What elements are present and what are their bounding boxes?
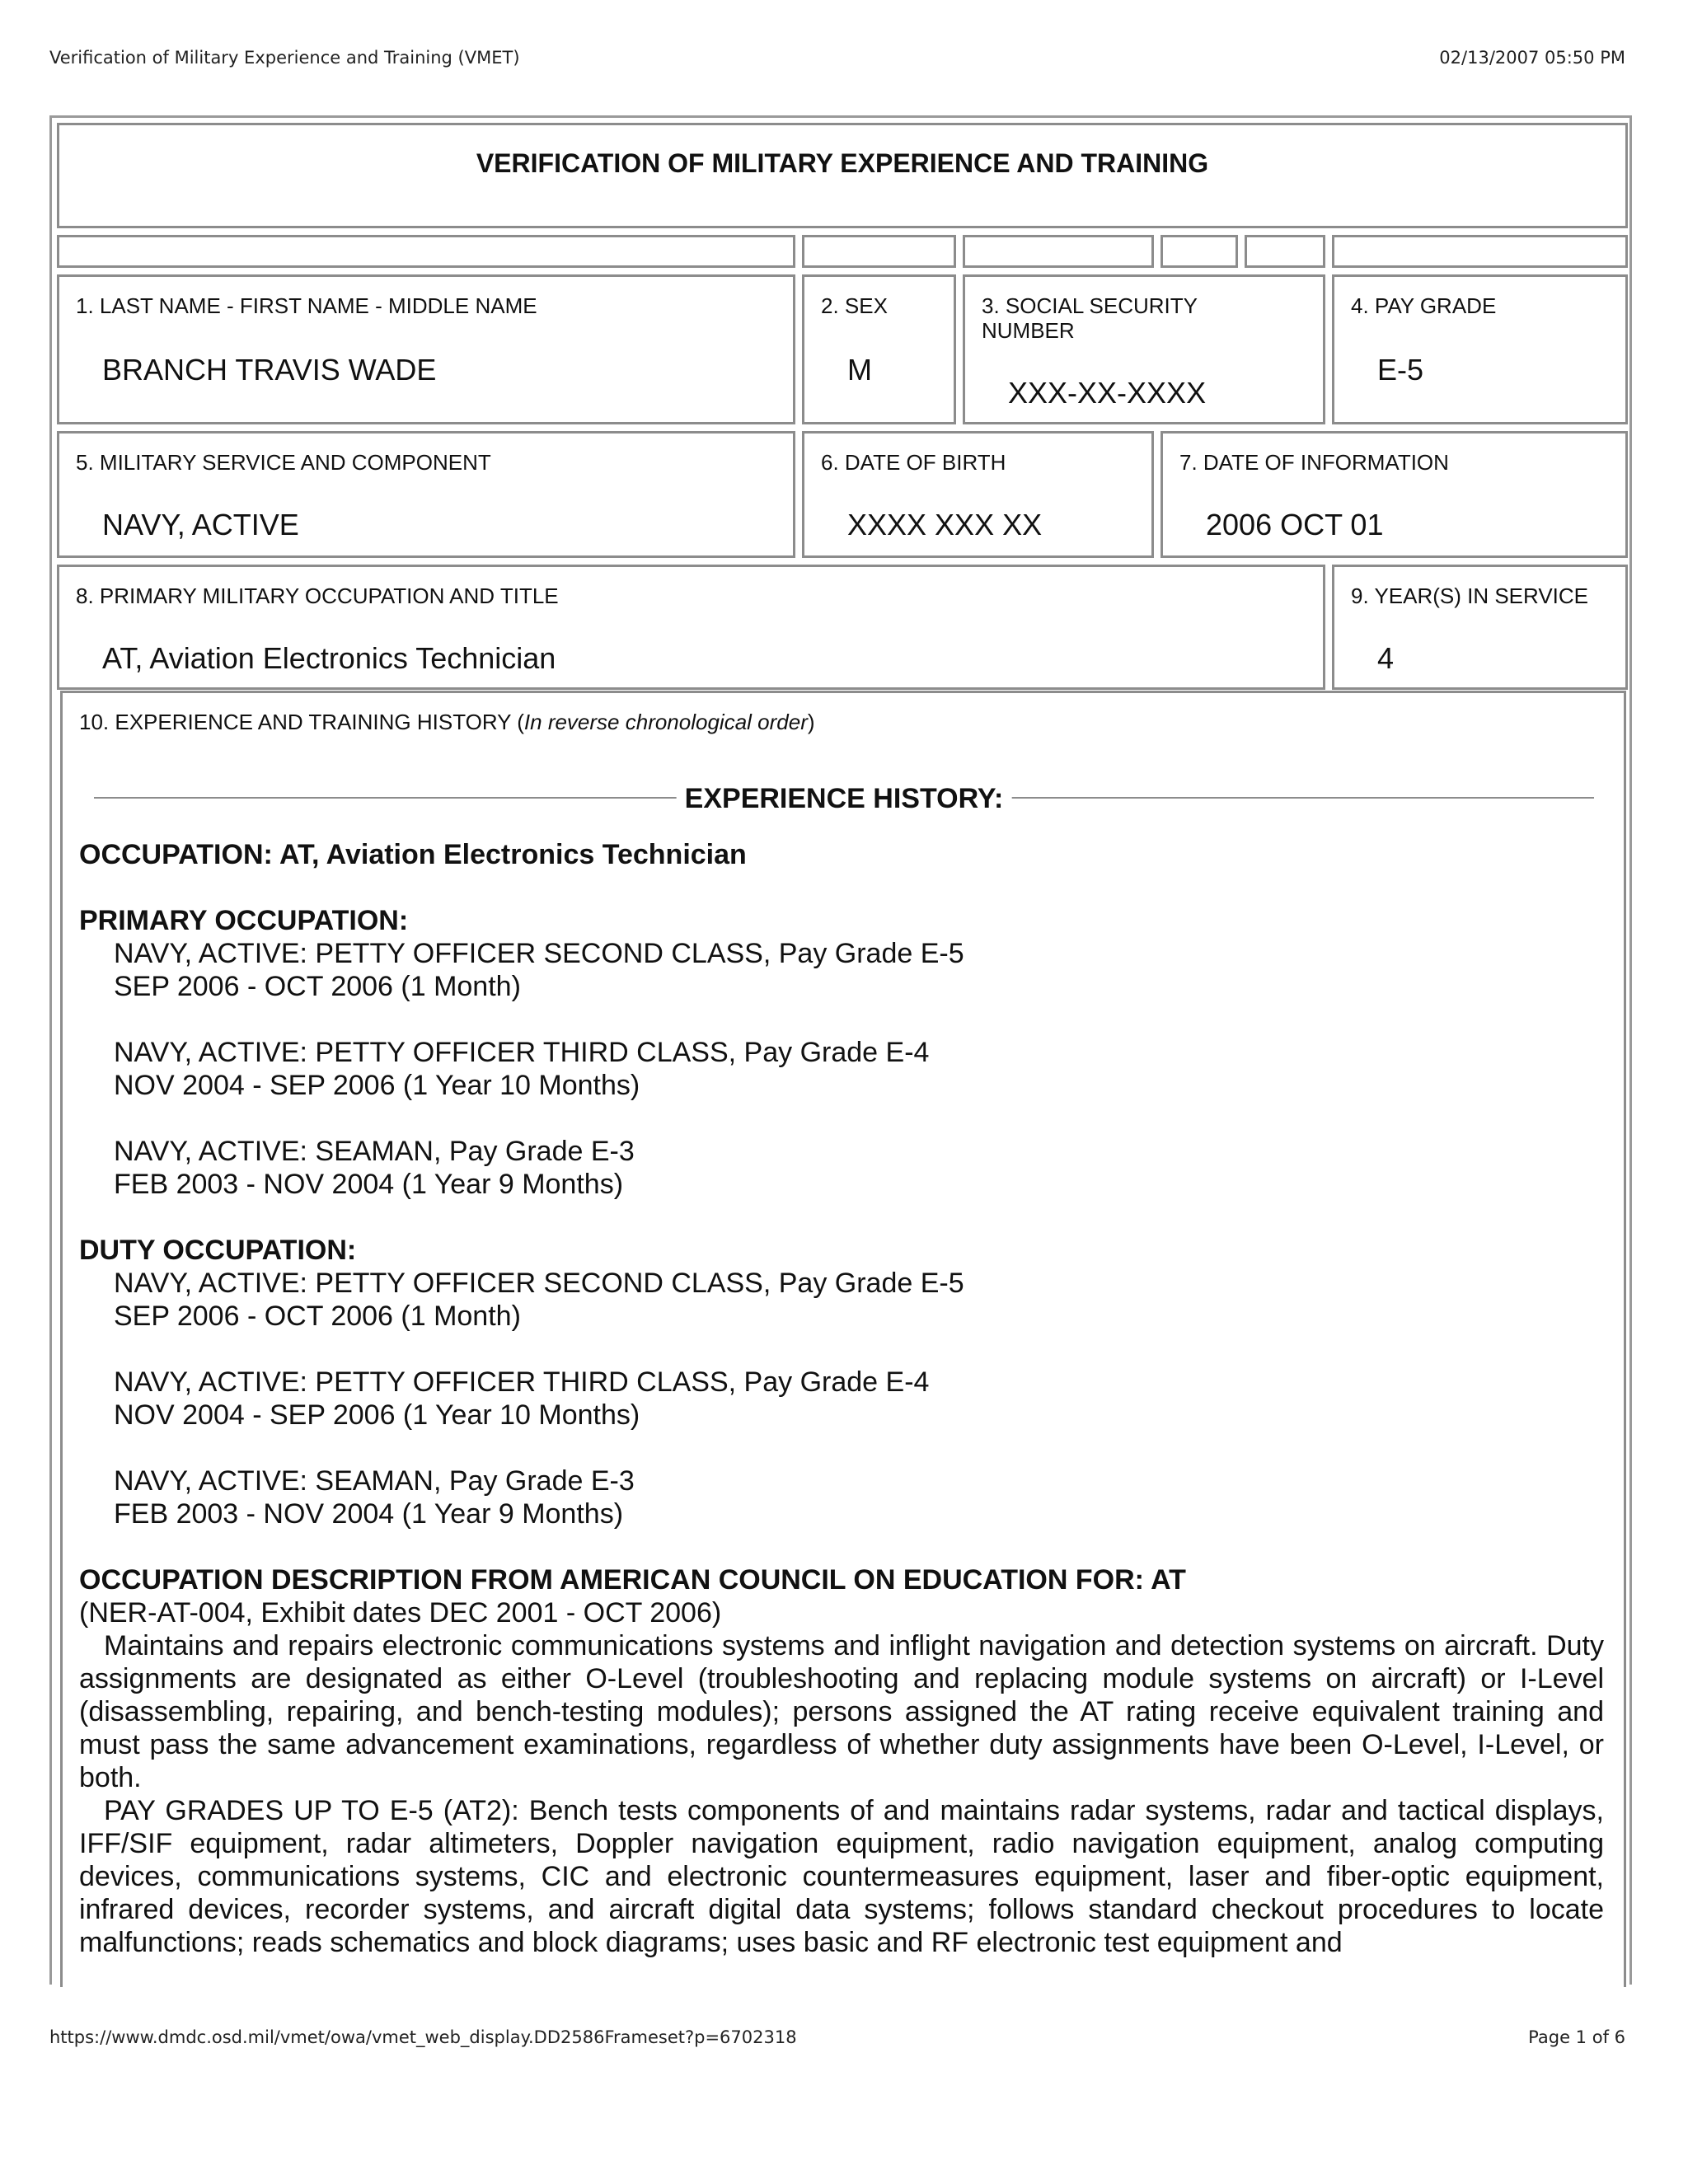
page-number: Page 1 of 6 xyxy=(1528,2027,1625,2047)
history-body xyxy=(79,838,1604,1959)
list-item: NAVY, ACTIVE: PETTY OFFICER SECOND CLASS, Pay Grade E-5 xyxy=(114,1268,964,1299)
spacer-cell xyxy=(1245,235,1325,268)
form-title-cell xyxy=(57,123,1628,228)
ace-description-paragraph: Maintains and repairs electronic communications systems and inflight navigation and detection systems on aircraft. Duty assignments are designated as either O-Level (troubleshooting and replacing module systems on aircraft) or I-Level (disassembling, repairing, and bench-testing modules); persons assigned the AT rating receive equivalent training and must pass the same advancement examinations, regardless of whether duty assignments have been O-Level, I-Level, or both. xyxy=(79,1630,1604,1793)
list-item: NAVY, ACTIVE: PETTY OFFICER THIRD CLASS, Pay Grade E-4 xyxy=(114,1037,930,1068)
dob-label: 6. DATE OF BIRTH xyxy=(821,450,1006,475)
service-label: 5. MILITARY SERVICE AND COMPONENT xyxy=(76,450,491,475)
list-item: NOV 2004 - SEP 2006 (1 Year 10 Months) xyxy=(114,1070,640,1101)
list-item: FEB 2003 - NOV 2004 (1 Year 9 Months) xyxy=(114,1169,624,1200)
service-cell xyxy=(57,431,795,558)
list-item: NOV 2004 - SEP 2006 (1 Year 10 Months) xyxy=(114,1399,640,1431)
sex-value: M xyxy=(847,353,872,387)
spacer-cell xyxy=(963,235,1154,268)
pay-grade-value: E-5 xyxy=(1377,353,1424,387)
spacer-cell xyxy=(1332,235,1628,268)
ace-description-heading: OCCUPATION DESCRIPTION FROM AMERICAN COUNCIL ON EDUCATION FOR: AT xyxy=(79,1564,1186,1596)
date-info-value: 2006 OCT 01 xyxy=(1206,508,1384,541)
page-url: https://www.dmdc.osd.mil/vmet/owa/vmet_web_display.DD2586Frameset?p=6702318 xyxy=(49,2027,797,2047)
pay-grade-label: 4. PAY GRADE xyxy=(1351,293,1497,318)
date-info-label: 7. DATE OF INFORMATION xyxy=(1179,450,1449,475)
name-label: 1. LAST NAME - FIRST NAME - MIDDLE NAME xyxy=(76,293,537,318)
ace-reference: (NER-AT-004, Exhibit dates DEC 2001 - OCT 2006) xyxy=(79,1597,722,1629)
duty-occupation-heading: DUTY OCCUPATION: xyxy=(79,1235,357,1266)
occupation-label: 8. PRIMARY MILITARY OCCUPATION AND TITLE xyxy=(76,583,559,608)
list-item: SEP 2006 - OCT 2006 (1 Month) xyxy=(114,971,521,1002)
spacer-cell xyxy=(802,235,956,268)
service-value: NAVY, ACTIVE xyxy=(102,508,299,541)
years-cell xyxy=(1332,565,1628,690)
sex-cell xyxy=(802,274,956,424)
sex-label: 2. SEX xyxy=(821,293,888,318)
ssn-cell xyxy=(963,274,1325,424)
occupation-heading: OCCUPATION: AT, Aviation Electronics Technician xyxy=(79,839,747,870)
dob-cell xyxy=(802,431,1154,558)
list-item: FEB 2003 - NOV 2004 (1 Year 9 Months) xyxy=(114,1498,624,1530)
vmet-form xyxy=(49,115,1632,1985)
primary-occupation-heading: PRIMARY OCCUPATION: xyxy=(79,905,409,936)
date-info-cell xyxy=(1160,431,1628,558)
ace-pay-grade-paragraph: PAY GRADES UP TO E-5 (AT2): Bench tests components of and maintains radar systems, radar and tactical displays, IFF/SIF equipment, radar altimeters, Doppler navigation equipment, radio navigation equipment, analog computing devices, communications systems, CIC and electronic countermeasures equipment, laser and fiber-optic equipment, infrared devices, recorder systems, and aircraft digital data systems; follows standard checkout procedures to locate malfunctions; reads schematics and block diagrams; uses basic and RF electronic test equipment and xyxy=(79,1795,1604,1958)
form-title: VERIFICATION OF MILITARY EXPERIENCE AND TRAINING xyxy=(476,148,1209,178)
experience-section-divider xyxy=(94,782,1594,815)
dob-value: XXXX XXX XX xyxy=(847,508,1043,541)
name-value: BRANCH TRAVIS WADE xyxy=(102,353,437,387)
list-item: NAVY, ACTIVE: PETTY OFFICER THIRD CLASS, Pay Grade E-4 xyxy=(114,1366,930,1398)
list-item: SEP 2006 - OCT 2006 (1 Month) xyxy=(114,1301,521,1332)
spacer-cell xyxy=(1160,235,1238,268)
list-item: NAVY, ACTIVE: PETTY OFFICER SECOND CLASS, Pay Grade E-5 xyxy=(114,938,964,969)
experience-history-heading: EXPERIENCE HISTORY: xyxy=(677,782,1012,815)
ssn-label: 3. SOCIAL SECURITY NUMBER xyxy=(982,293,1198,343)
ssn-value: XXX-XX-XXXX xyxy=(1008,376,1207,410)
occupation-cell xyxy=(57,565,1325,690)
history-label: 10. EXPERIENCE AND TRAINING HISTORY (In reverse chronological order) xyxy=(79,710,815,734)
list-item: NAVY, ACTIVE: SEAMAN, Pay Grade E-3 xyxy=(114,1465,635,1497)
browser-page-title: Verification of Military Experience and Training (VMET) xyxy=(49,48,520,68)
years-value: 4 xyxy=(1377,641,1395,675)
name-cell xyxy=(57,274,795,424)
spacer-cell xyxy=(57,235,795,268)
list-item: NAVY, ACTIVE: SEAMAN, Pay Grade E-3 xyxy=(114,1136,635,1167)
years-label: 9. YEAR(S) IN SERVICE xyxy=(1351,583,1589,608)
pay-grade-cell xyxy=(1332,274,1628,424)
print-timestamp: 02/13/2007 05:50 PM xyxy=(1439,48,1625,68)
occupation-value: AT, Aviation Electronics Technician xyxy=(102,641,556,675)
history-cell xyxy=(60,691,1626,1987)
